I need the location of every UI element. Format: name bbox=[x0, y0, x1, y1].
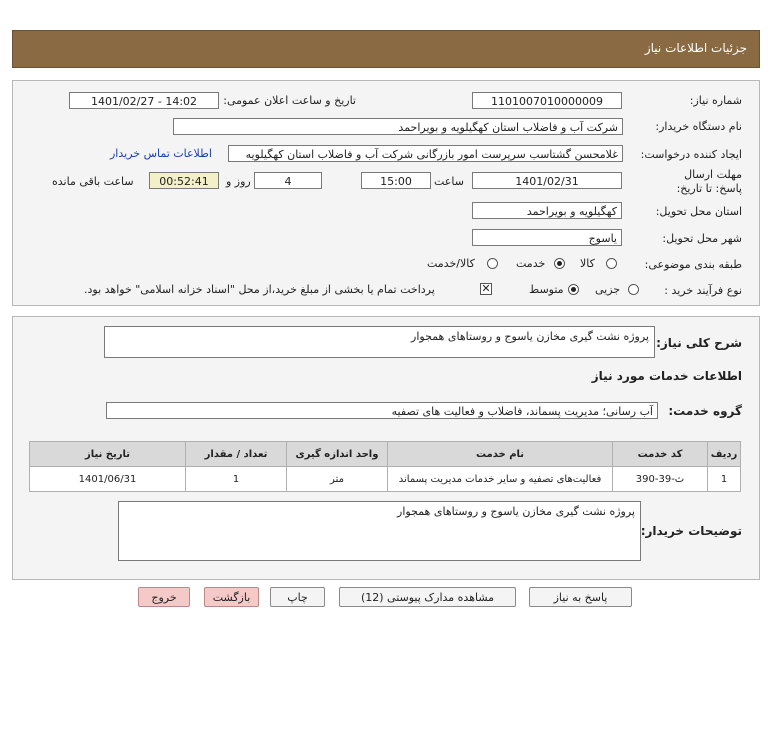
col-quantity: تعداد / مقدار bbox=[186, 442, 287, 467]
days-remaining-field: 4 bbox=[254, 172, 322, 189]
deadline-label: مهلت ارسال پاسخ: تا تاریخ: bbox=[676, 168, 742, 195]
buyer-org-field: شرکت آب و فاضلاب استان کهگیلویه و بویراحمد bbox=[173, 118, 623, 135]
announce-label: تاریخ و ساعت اعلان عمومی: bbox=[223, 94, 356, 107]
need-number-label: شماره نیاز: bbox=[689, 94, 742, 107]
cell-row-number: 1 bbox=[708, 467, 741, 492]
reply-button[interactable]: پاسخ به نیاز bbox=[529, 587, 632, 607]
deadline-time-label: ساعت bbox=[434, 175, 464, 188]
col-need-date: تاریخ نیاز bbox=[30, 442, 186, 467]
need-details-panel bbox=[12, 80, 760, 306]
requester-label: ایجاد کننده درخواست: bbox=[640, 148, 742, 161]
delivery-city-label: شهر محل تحویل: bbox=[662, 232, 742, 245]
general-desc-label: شرح کلی نیاز: bbox=[656, 336, 742, 350]
services-section-title: اطلاعات خدمات مورد نیاز bbox=[591, 369, 742, 383]
buyer-org-label: نام دستگاه خریدار: bbox=[655, 120, 742, 133]
col-row-number: ردیف bbox=[708, 442, 741, 467]
col-service-code: کد خدمت bbox=[613, 442, 708, 467]
process-radio-minor[interactable] bbox=[628, 284, 639, 295]
page-title: جزئیات اطلاعات نیاز bbox=[644, 41, 747, 55]
remaining-time-field: 00:52:41 bbox=[149, 172, 219, 189]
category-label: طبقه بندی موضوعی: bbox=[644, 258, 742, 271]
treasury-payment-note: پرداخت تمام یا بخشی از مبلغ خرید،از محل "اسناد خزانه اسلامی" خواهد بود. bbox=[84, 283, 435, 296]
category-option-goods-service: کالا/خدمت bbox=[427, 257, 475, 270]
service-group-label: گروه خدمت: bbox=[668, 404, 742, 418]
buyer-notes-field: پروژه نشت گیری مخازن یاسوج و روستاهای همجوار bbox=[118, 501, 641, 561]
delivery-province-label: استان محل تحویل: bbox=[655, 205, 742, 218]
days-label: روز و bbox=[226, 175, 251, 188]
announce-datetime-field: 1401/02/27 - 14:02 bbox=[69, 92, 219, 109]
cell-service-code: ث-39-390 bbox=[613, 467, 708, 492]
treasury-payment-checkbox[interactable]: ✕ bbox=[481, 282, 491, 295]
print-button[interactable]: چاپ bbox=[270, 587, 325, 607]
attachments-button[interactable]: مشاهده مدارک پیوستی (12) bbox=[339, 587, 516, 607]
page-header bbox=[12, 30, 760, 68]
buyer-contact-link[interactable]: اطلاعات تماس خریدار bbox=[110, 147, 212, 160]
process-type-label: نوع فرآیند خرید : bbox=[664, 284, 742, 297]
category-radio-service[interactable] bbox=[554, 258, 565, 269]
col-service-name: نام خدمت bbox=[388, 442, 613, 467]
process-option-minor: جزیی bbox=[595, 283, 621, 296]
general-desc-field: پروژه نشت گیری مخازن یاسوج و روستاهای همجوار bbox=[104, 326, 655, 358]
process-radio-medium[interactable] bbox=[568, 284, 579, 295]
process-option-medium: متوسط bbox=[529, 283, 564, 296]
cell-need-date: 1401/06/31 bbox=[30, 467, 186, 492]
requester-field: غلامحسن گشتاسب سرپرست امور بازرگانی شرکت آب و فاضلاب استان کهگیلویه bbox=[228, 145, 623, 162]
service-group-field: آب رسانی؛ مدیریت پسماند، فاضلاب و فعالیت های تصفیه bbox=[106, 402, 658, 419]
category-option-service: خدمت bbox=[516, 257, 546, 270]
remaining-label: ساعت باقی مانده bbox=[52, 175, 134, 188]
table-row bbox=[30, 467, 741, 492]
deadline-date-field: 1401/02/31 bbox=[472, 172, 622, 189]
category-option-goods: کالا bbox=[580, 257, 595, 270]
col-unit: واحد اندازه گیری bbox=[287, 442, 388, 467]
exit-button[interactable]: خروج bbox=[138, 587, 190, 607]
buyer-notes-label: توضیحات خریدار: bbox=[640, 524, 742, 538]
deadline-time-field: 15:00 bbox=[361, 172, 431, 189]
table-header-row bbox=[30, 442, 741, 467]
cell-unit: متر bbox=[287, 467, 388, 492]
cell-quantity: 1 bbox=[186, 467, 287, 492]
category-radio-goods-service[interactable] bbox=[487, 258, 498, 269]
cell-service-name: فعالیت‌های تصفیه و سایر خدمات مدیریت پسماند bbox=[388, 467, 613, 492]
need-number-field: 1101007010000009 bbox=[472, 92, 622, 109]
services-table bbox=[29, 441, 741, 492]
delivery-province-field: کهگیلویه و بویراحمد bbox=[472, 202, 622, 219]
category-radio-goods[interactable] bbox=[606, 258, 617, 269]
back-button[interactable]: بازگشت bbox=[204, 587, 259, 607]
delivery-city-field: یاسوج bbox=[472, 229, 622, 246]
